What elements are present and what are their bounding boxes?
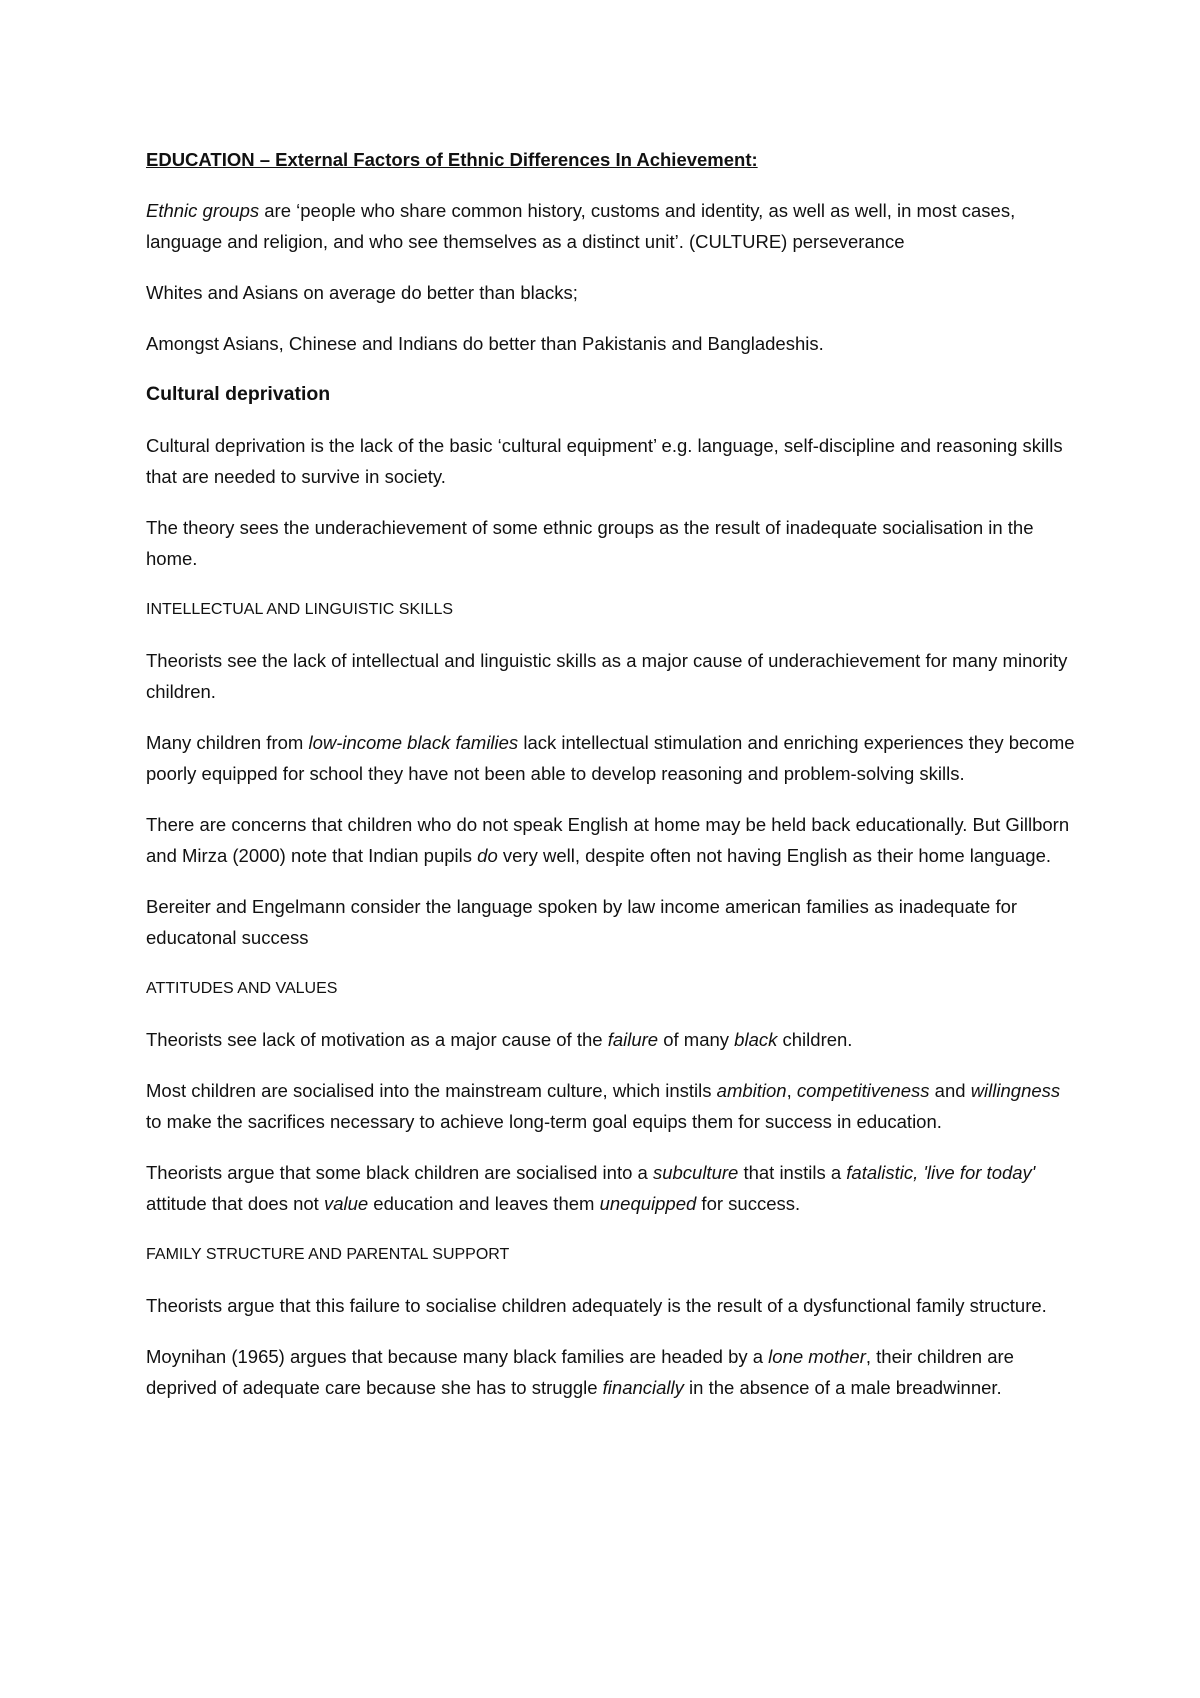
- paragraph-motivation: Theorists see lack of motivation as a major cause of the failure of many black children.: [146, 1029, 853, 1050]
- section-attitudes-values: ATTITUDES AND VALUES: [146, 980, 338, 997]
- paragraph-low-income: Many children from low-income black families lack intellectual stimulation and enriching experiences they become poorly equipped for school they have not been able to develop reasoning and problem-solving skills.: [146, 732, 1075, 784]
- paragraph-cultural-definition: Cultural deprivation is the lack of the basic ‘cultural equipment’ e.g. language, self-discipline and reasoning skills that are needed to survive in society.: [146, 435, 1063, 487]
- term-ethnic-groups: Ethnic groups: [146, 200, 260, 221]
- paragraph-moynihan: Moynihan (1965) argues that because many black families are headed by a lone mother, their children are deprived of adequate care because she has to struggle financially in the absence of a male breadwinner.: [146, 1346, 1014, 1398]
- paragraph-ethnic-groups: Ethnic groups are ‘people who share common history, customs and identity, as well as well, in most cases, language and religion, and who see themselves as a distinct unit’. (CULTURE) perseverance: [146, 200, 1016, 252]
- document-body: [146, 144, 1076, 1423]
- paragraph-intellectual-skills: Theorists see the lack of intellectual and linguistic skills as a major cause of underachievement for many minority children.: [146, 650, 1068, 702]
- document-title: EDUCATION – External Factors of Ethnic Differences In Achievement:: [146, 149, 758, 170]
- paragraph-dysfunctional: Theorists argue that this failure to socialise children adequately is the result of a dysfunctional family structure.: [146, 1295, 1047, 1316]
- paragraph-subculture: Theorists argue that some black children are socialised into a subculture that instils a fatalistic, 'live for today' attitude that does not value education and leaves them unequipped for success.: [146, 1162, 1036, 1214]
- paragraph-bereiter: Bereiter and Engelmann consider the language spoken by law income american families as inadequate for educatonal success: [146, 896, 1018, 948]
- paragraph-whites-asians: Whites and Asians on average do better than blacks;: [146, 282, 578, 303]
- paragraph-english-home: There are concerns that children who do not speak English at home may be held back educationally. But Gillborn and Mirza (2000) note that Indian pupils do very well, despite often not having English as their home language.: [146, 814, 1070, 866]
- section-intellectual-linguistic: INTELLECTUAL AND LINGUISTIC SKILLS: [146, 601, 454, 618]
- paragraph-amongst-asians: Amongst Asians, Chinese and Indians do better than Pakistanis and Bangladeshis.: [146, 333, 824, 354]
- paragraph-mainstream: Most children are socialised into the mainstream culture, which instils ambition, competitiveness and willingness to make the sacrifices necessary to achieve long-term goal equips them for success in education.: [146, 1080, 1061, 1132]
- heading-cultural-deprivation: Cultural deprivation: [146, 383, 331, 405]
- paragraph-theory: The theory sees the underachievement of some ethnic groups as the result of inadequate socialisation in the home.: [146, 517, 1034, 569]
- section-family-structure: FAMILY STRUCTURE AND PARENTAL SUPPORT: [146, 1246, 510, 1263]
